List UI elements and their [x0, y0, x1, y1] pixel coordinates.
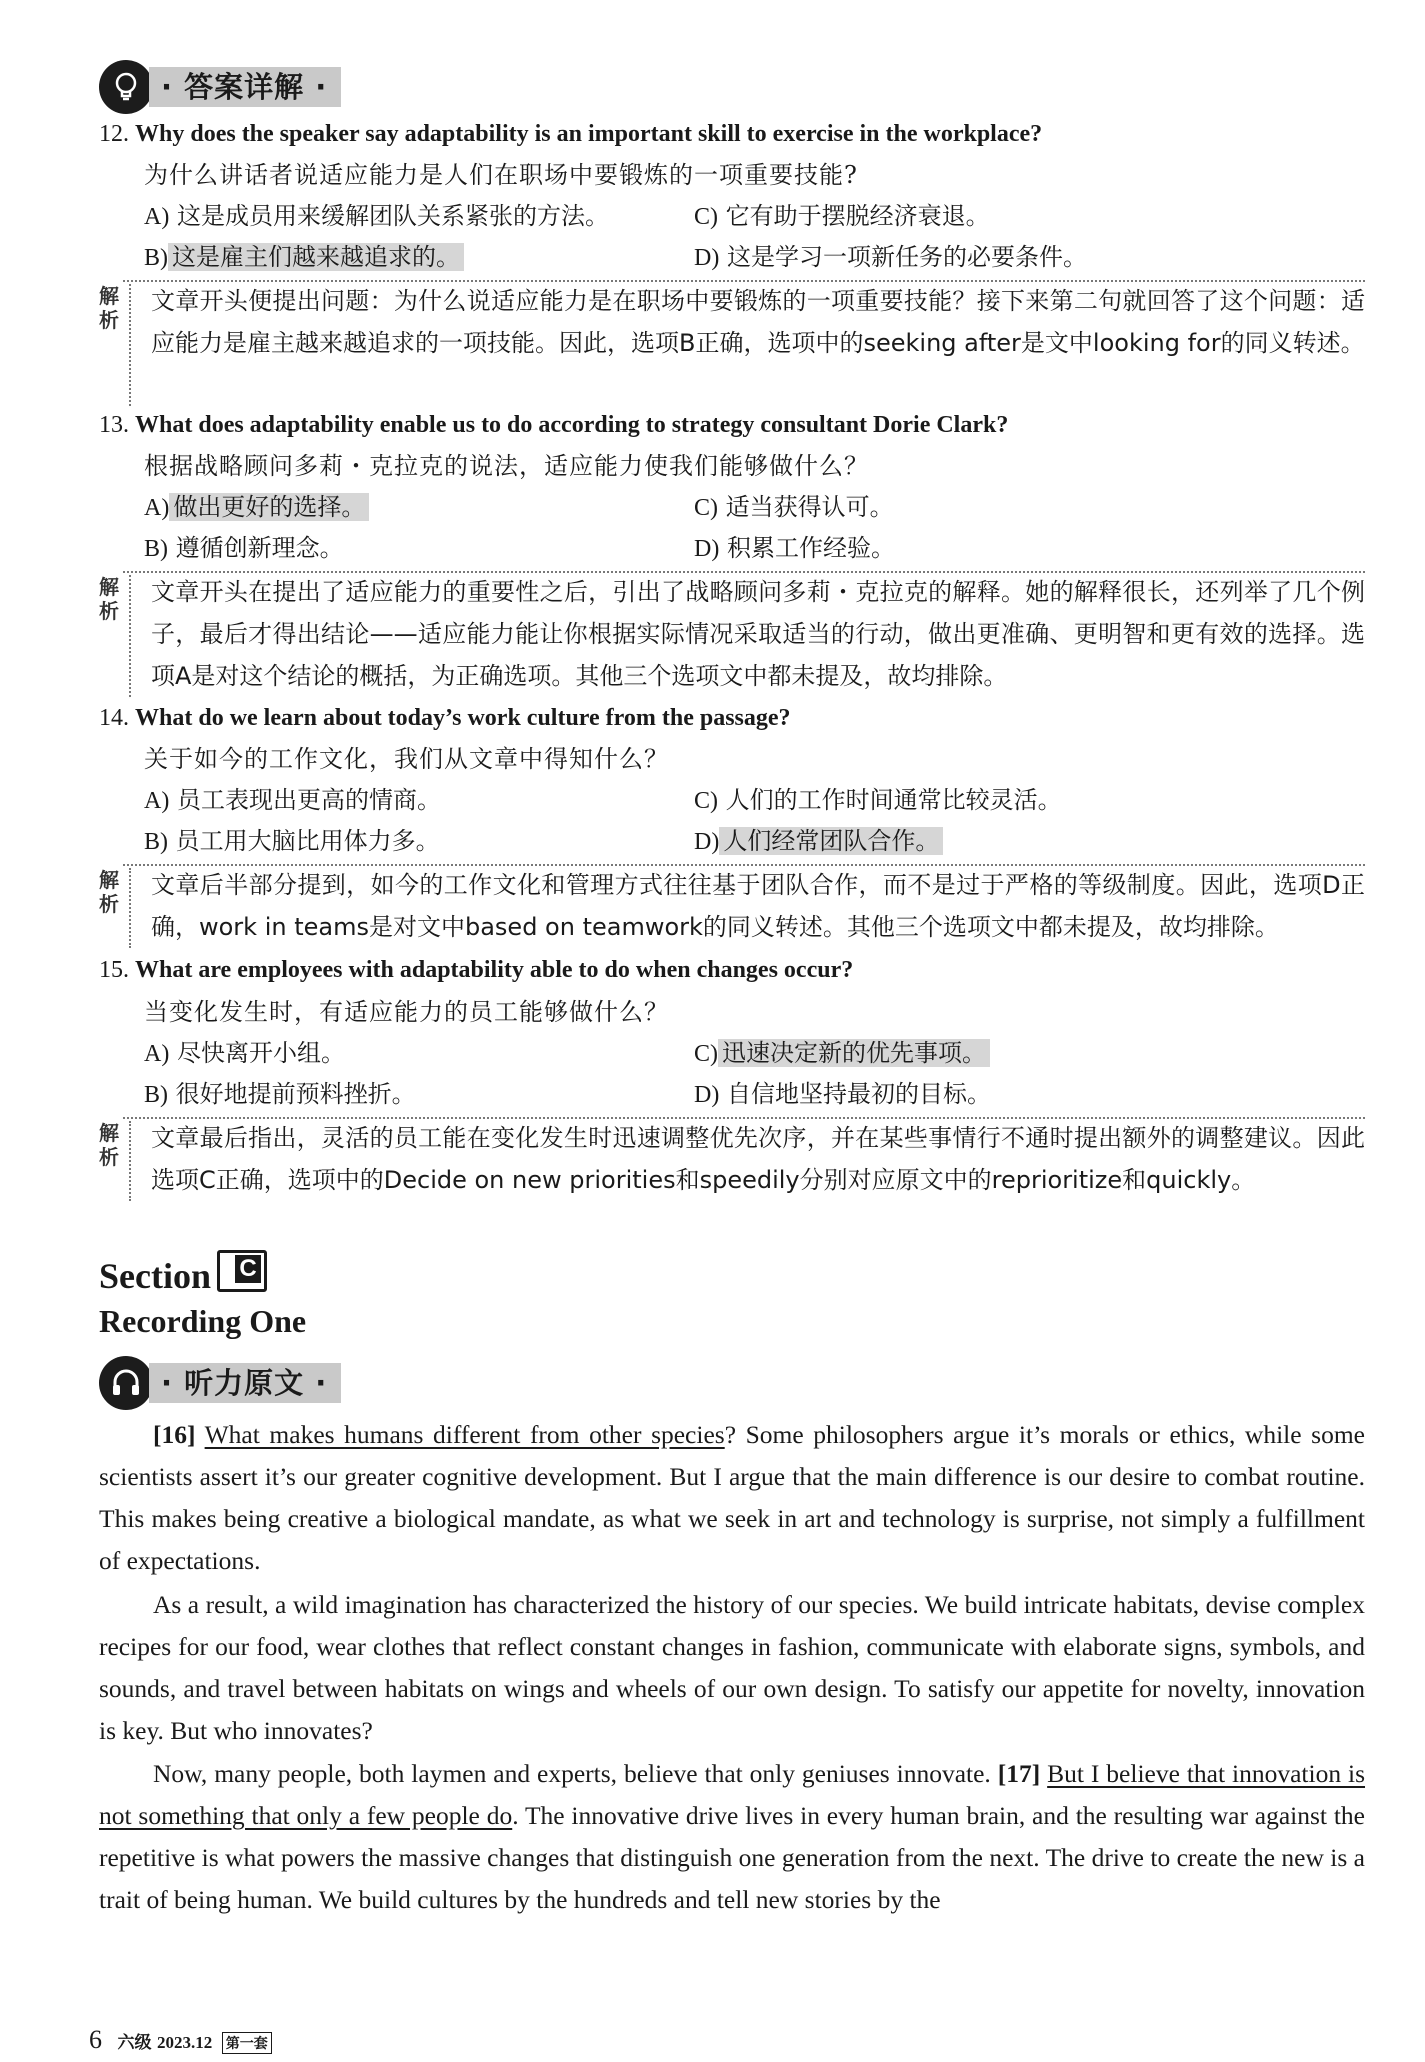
- q15-option-c-correct: C) 迅速决定新的优先事项。: [694, 1036, 990, 1071]
- question-13-cn: 根据战略顾问多莉・克拉克的说法，适应能力使我们能够做什么？: [144, 452, 869, 480]
- question-12: 12. Why does the speaker say adaptability is an important skill to exercise in the workplace?: [99, 121, 1043, 147]
- answer-marker-16: [16]: [153, 1420, 196, 1449]
- question-13: 13. What does adaptability enable us to do according to strategy consultant Dorie Clark?: [99, 412, 1009, 438]
- lightbulb-icon: [99, 60, 153, 114]
- exam-date: 2023.12: [157, 2033, 213, 2052]
- q13-option-b: B) 遵循创新理念。: [144, 534, 344, 562]
- q14-option-c: C) 人们的工作时间通常比较灵活。: [694, 786, 1062, 814]
- analysis-tag: 解析: [99, 1121, 119, 1169]
- page-number: 6: [89, 2025, 102, 2054]
- q13-option-c: C) 适当获得认可。: [694, 493, 894, 521]
- set-label: 第一套: [222, 2032, 272, 2054]
- analysis-tag: 解析: [99, 284, 119, 332]
- transcript-header: [99, 1356, 341, 1410]
- q14-analysis-text: 文章后半部分提到，如今的工作文化和管理方式往往基于团队合作，而不是过于严格的等级制度。因此，选项D正确，work in teams是对文中based on teamwork的同义转述。其他三个选项文中都未提及，故均排除。: [151, 871, 1365, 941]
- answers-header: [99, 60, 341, 114]
- key-sentence-17: But I believe that innovation is not something that only a few people do: [99, 1759, 1366, 1830]
- q12-option-c: C) 它有助于摆脱经济衰退。: [694, 202, 990, 230]
- section-letter-badge: C: [217, 1250, 267, 1292]
- analysis-tag: 解析: [99, 575, 119, 623]
- exam-level: 六级: [117, 2033, 152, 2052]
- headphones-icon: [99, 1356, 153, 1410]
- question-12-cn: 为什么讲话者说适应能力是人们在职场中要锻炼的一项重要技能?: [144, 161, 858, 189]
- q12-analysis: [99, 280, 1365, 406]
- q12-option-b-correct: B) 这是雇主们越来越追求的。: [144, 240, 464, 275]
- answer-marker-17: [17]: [997, 1759, 1041, 1788]
- q14-option-b: B) 员工用大脑比用体力多。: [144, 827, 440, 855]
- q14-option-d-correct: D) 人们经常团队合作。: [694, 824, 943, 859]
- q12-option-d: D) 这是学习一项新任务的必要条件。: [694, 243, 1087, 271]
- question-15-cn: 当变化发生时，有适应能力的员工能够做什么？: [144, 998, 669, 1026]
- q14-analysis: [99, 864, 1365, 948]
- answers-header-label: · 答案详解 ·: [149, 67, 341, 107]
- q15-option-b: B) 很好地提前预料挫折。: [144, 1080, 416, 1108]
- recording-title: Recording One: [99, 1303, 307, 1339]
- q12-option-a: A) 这是成员用来缓解团队关系紧张的方法。: [144, 202, 609, 230]
- q15-analysis: [99, 1117, 1365, 1201]
- passage-paragraph-3: Now, many people, both laymen and experts, believe that only geniuses innovate. [17] But I believe that innovation is not something that only a few people do. The innovative drive lives in every human brain, and the resulting war against the repetitive is what powers the massive changes that distinguish one generation from the next. The drive to create the new is a trait of being human. We build cultures by the hundreds and tell new stories by the: [99, 1759, 1366, 1914]
- q13-analysis-text: 文章开头在提出了适应能力的重要性之后，引出了战略顾问多莉・克拉克的解释。她的解释很长，还列举了几个例子，最后才得出结论——适应能力能让你根据实际情况采取适当的行动，做出更准确、更明智和更有效的选择。选项A是对这个结论的概括，为正确选项。其他三个选项文中都未提及，故均排除。: [151, 578, 1365, 690]
- q13-analysis: [99, 571, 1365, 697]
- transcript-header-label: · 听力原文 ·: [149, 1363, 341, 1403]
- passage-paragraph-2: As a result, a wild imagination has characterized the history of our species. We build intricate habitats, devise complex recipes for our food, wear clothes that reflect constant changes in fashion, communicate with elaborate signs, symbols, and sounds, and travel between habitats on wings and wheels of our own design. To satisfy our appetite for novelty, innovation is key. But who innovates?: [99, 1590, 1365, 1745]
- q12-analysis-text: 文章开头便提出问题：为什么说适应能力是在职场中要锻炼的一项重要技能？接下来第二句就回答了这个问题：适应能力是雇主越来越追求的一项技能。因此，选项B正确，选项中的seeking after是文中looking for的同义转述。: [151, 287, 1365, 357]
- page-footer: [89, 2025, 272, 2055]
- q15-option-a: A) 尽快离开小组。: [144, 1039, 345, 1067]
- q15-option-d: D) 自信地坚持最初的目标。: [694, 1080, 991, 1108]
- q14-option-a: A) 员工表现出更高的情商。: [144, 786, 441, 814]
- analysis-tag: 解析: [99, 868, 119, 916]
- section-title: Section C: [99, 1250, 267, 1297]
- q15-analysis-text: 文章最后指出，灵活的员工能在变化发生时迅速调整优先次序，并在某些事情行不通时提出额外的调整建议。因此选项C正确，选项中的Decide on new priorities和speedily分别对应原文中的reprioritize和quickly。: [151, 1124, 1365, 1194]
- question-14: 14. What do we learn about today’s work culture from the passage?: [99, 705, 791, 731]
- question-14-cn: 关于如今的工作文化，我们从文章中得知什么？: [144, 745, 669, 773]
- passage-paragraph-1: [16] What makes humans different from other species? Some philosophers argue it’s morals or ethics, while some scientists assert it’s our greater cognitive development. But I argue that the main difference is our desire to combat routine. This makes being creative a biological mandate, as what we seek in art and technology is surprise, not simply a fulfillment of expectations.: [99, 1420, 1365, 1575]
- q13-option-a-correct: A) 做出更好的选择。: [144, 490, 369, 525]
- q13-option-d: D) 积累工作经验。: [694, 534, 895, 562]
- key-sentence-16: What makes humans different from other species: [204, 1420, 725, 1449]
- question-15: 15. What are employees with adaptability able to do when changes occur?: [99, 957, 854, 983]
